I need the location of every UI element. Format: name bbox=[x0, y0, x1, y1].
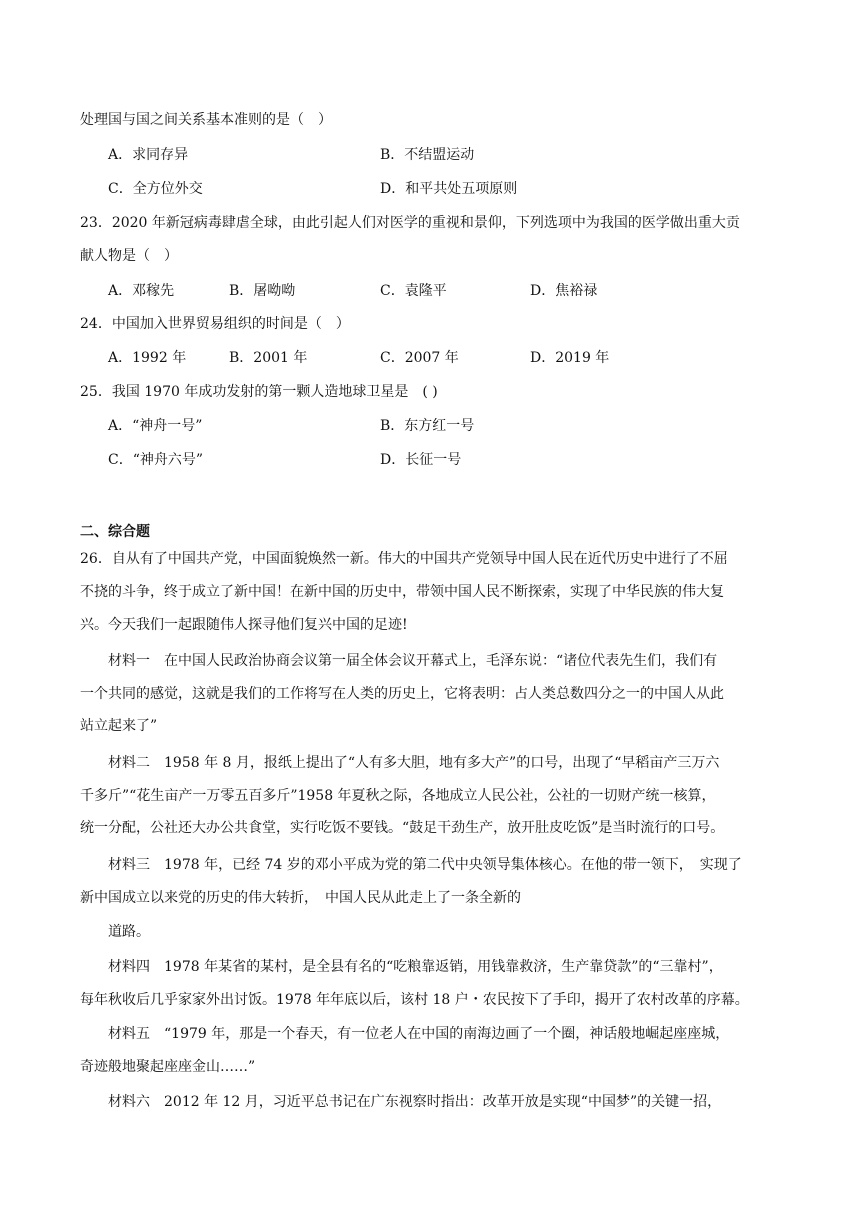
material1-line2: 一个共同的感觉，这就是我们的工作将写在人类的历史上，它将表明：占人类总数四分之一的中国人从此 bbox=[80, 686, 724, 702]
q25-stem: 25．我国 1970 年成功发射的第一颗人造地球卫星是 ( ) bbox=[80, 384, 438, 400]
q23-option-a[interactable]: A．邓稼先 bbox=[108, 283, 175, 299]
q23-option-c[interactable]: C．袁隆平 bbox=[380, 283, 447, 299]
material2-line2: 千多斤”“花生亩产一万零五百多斤”1958 年夏秋之际，各地成立人民公社，公社的一切财产统一核算， bbox=[80, 788, 716, 804]
q22-option-b[interactable]: B．不结盟运动 bbox=[380, 147, 475, 163]
q25-option-d[interactable]: D．长征一号 bbox=[380, 452, 462, 468]
q24-option-b[interactable]: B．2001 年 bbox=[229, 350, 308, 366]
material2-line3: 统一分配，公社还大办公共食堂，实行吃饭不要钱。“鼓足干劲生产，放开肚皮吃饭”是当时流行的口号。 bbox=[80, 820, 725, 836]
q22-option-c[interactable]: C．全方位外交 bbox=[108, 181, 203, 197]
q25-option-c[interactable]: C．“神舟六号” bbox=[108, 452, 204, 468]
q26-intro-line1: 26．自从有了中国共产党，中国面貌焕然一新。伟大的中国共产党领导中国人民在近代历史中进行了不屈 bbox=[80, 551, 728, 567]
q22-option-a[interactable]: A．求同存异 bbox=[108, 147, 189, 163]
q23-stem-line2: 献人物是（ ） bbox=[80, 248, 178, 264]
material2-line1: 材料二 1958 年 8 月，报纸上提出了“人有多大胆，地有多大产”的口号，出现了“早稻亩产三万六 bbox=[108, 755, 720, 771]
material5-line1: 材料五 “1979 年，那是一个春天，有一位老人在中国的南海边画了一个圈，神话般地崛起座座城， bbox=[108, 1026, 730, 1042]
q23-option-d[interactable]: D．焦裕禄 bbox=[530, 283, 598, 299]
material3-line1: 材料三 1978 年，已经 74 岁的邓小平成为党的第二代中央领导集体核心。在他的带一领下， 实现了 bbox=[108, 857, 742, 873]
material4-line1: 材料四 1978 年某省的某村，是全县有名的“吃粮靠返销，用钱靠救济，生产靠贷款”的“三靠村”， bbox=[108, 959, 723, 975]
q25-option-a[interactable]: A．“神舟一号” bbox=[108, 418, 203, 434]
material5-line2: 奇迹般地聚起座座金山……” bbox=[80, 1059, 256, 1075]
q25-option-b[interactable]: B．东方红一号 bbox=[380, 418, 475, 434]
q24-option-d[interactable]: D．2019 年 bbox=[530, 350, 610, 366]
material3-line2: 新中国成立以来党的历史的伟大转折， 中国人民从此走上了一条全新的 bbox=[80, 890, 521, 906]
q26-intro-line3: 兴。今天我们一起跟随伟人探寻他们复兴中国的足迹! bbox=[80, 617, 408, 633]
q23-stem-line1: 23．2020 年新冠病毒肆虐全球，由此引起人们对医学的重视和景仰，下列选项中为我国的医学做出重大贡 bbox=[80, 215, 740, 231]
q22-option-d[interactable]: D．和平共处五项原则 bbox=[380, 181, 518, 197]
q23-option-b[interactable]: B．屠呦呦 bbox=[229, 283, 296, 299]
material4-line2: 每年秋收后几乎家家外出讨饭。1978 年年底以后，该村 18 户・农民按下了手印，揭开了农村改革的序幕。 bbox=[80, 992, 749, 1008]
q24-option-c[interactable]: C．2007 年 bbox=[380, 350, 459, 366]
q26-intro-line2: 不挠的斗争，终于成立了新中国！在新中国的历史中，带领中国人民不断探索，实现了中华民族的伟大复 bbox=[80, 584, 724, 600]
q24-stem: 24．中国加入世界贸易组织的时间是（ ） bbox=[80, 316, 350, 332]
material3-line3: 道路。 bbox=[108, 924, 150, 940]
material1-line3: 站立起来了” bbox=[80, 718, 158, 734]
material1-line1: 材料一 在中国人民政治协商会议第一届全体会议开幕式上，毛泽东说：“诸位代表先生们，我们有 bbox=[108, 653, 718, 669]
q24-option-a[interactable]: A．1992 年 bbox=[108, 350, 187, 366]
section-heading: 二、综合题 bbox=[80, 524, 150, 540]
material6-line1: 材料六 2012 年 12 月，习近平总书记在广东视察时指出：改革开放是实现“中国梦”的关键一招， bbox=[108, 1094, 722, 1110]
q22-stem: 处理国与国之间关系基本准则的是（ ） bbox=[80, 112, 332, 128]
